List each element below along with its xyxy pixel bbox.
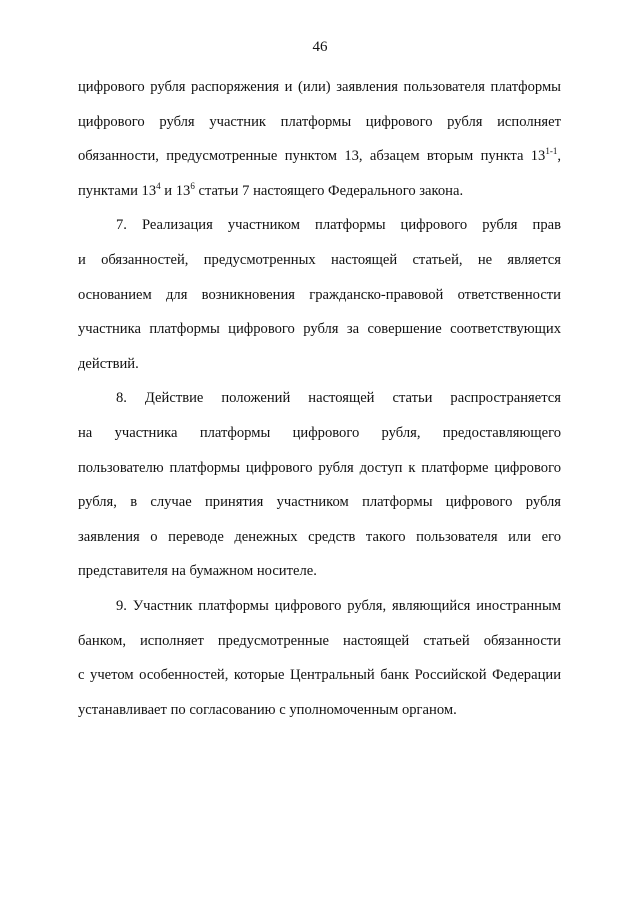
text-line: пользователю платформы цифрового рубля доступ к платформе цифрового xyxy=(78,459,561,476)
text-line: цифрового рубля участник платформы цифрового рубля исполняет xyxy=(78,113,561,130)
text-segment: и 13 xyxy=(164,182,191,199)
text-line: и обязанностей, предусмотренных настоящей статьей, не является xyxy=(78,251,561,268)
superscript: 6 xyxy=(190,180,195,191)
text-line: на участника платформы цифрового рубля, предоставляющего xyxy=(78,424,561,441)
text-line: с учетом особенностей, которые Центральный банк Российской Федерации xyxy=(78,667,561,684)
text-line: 8. Действие положений настоящей статьи распространяется xyxy=(116,390,561,407)
text-line: устанавливает по согласованию с уполномоченным органом. xyxy=(78,701,457,718)
paragraph-8 xyxy=(78,381,561,589)
paragraph-continuation xyxy=(78,70,561,208)
text-line: 9. Участник платформы цифрового рубля, являющийся иностранным xyxy=(116,597,561,614)
text-line: рубля, в случае принятия участником платформы цифрового рубля xyxy=(78,494,561,511)
text-line-with-superscript xyxy=(78,174,561,209)
text-segment: статьи 7 настоящего Федерального закона. xyxy=(198,182,464,199)
text-line: цифрового рубля распоряжения и (или) заявления пользователя платформы xyxy=(78,79,561,95)
document-body xyxy=(78,70,561,727)
text-line: 7. Реализация участником платформы цифрового рубля прав xyxy=(116,217,561,234)
text-line: представителя на бумажном носителе. xyxy=(78,563,317,580)
text-line: участника платформы цифрового рубля за совершение соответствующих xyxy=(78,321,561,338)
text-line: основанием для возникновения гражданско-правовой ответственности xyxy=(78,286,561,303)
paragraph-7 xyxy=(78,208,561,381)
superscript: 1-1 xyxy=(545,146,558,157)
page-number: 46 xyxy=(312,39,328,55)
paragraph-9 xyxy=(78,589,561,727)
superscript: 4 xyxy=(156,180,161,191)
text-line: действий. xyxy=(78,355,139,372)
text-line-with-superscript xyxy=(78,139,561,174)
text-segment: , xyxy=(557,148,561,165)
text-line: заявления о переводе денежных средств такого пользователя или его xyxy=(78,528,561,545)
text-line: банком, исполняет предусмотренные настоящей статьей обязанности xyxy=(78,632,561,649)
text-segment: обязанности, предусмотренные пунктом 13, абзацем вторым пункта 13 xyxy=(78,148,546,165)
text-segment: пунктами 13 xyxy=(78,182,157,199)
